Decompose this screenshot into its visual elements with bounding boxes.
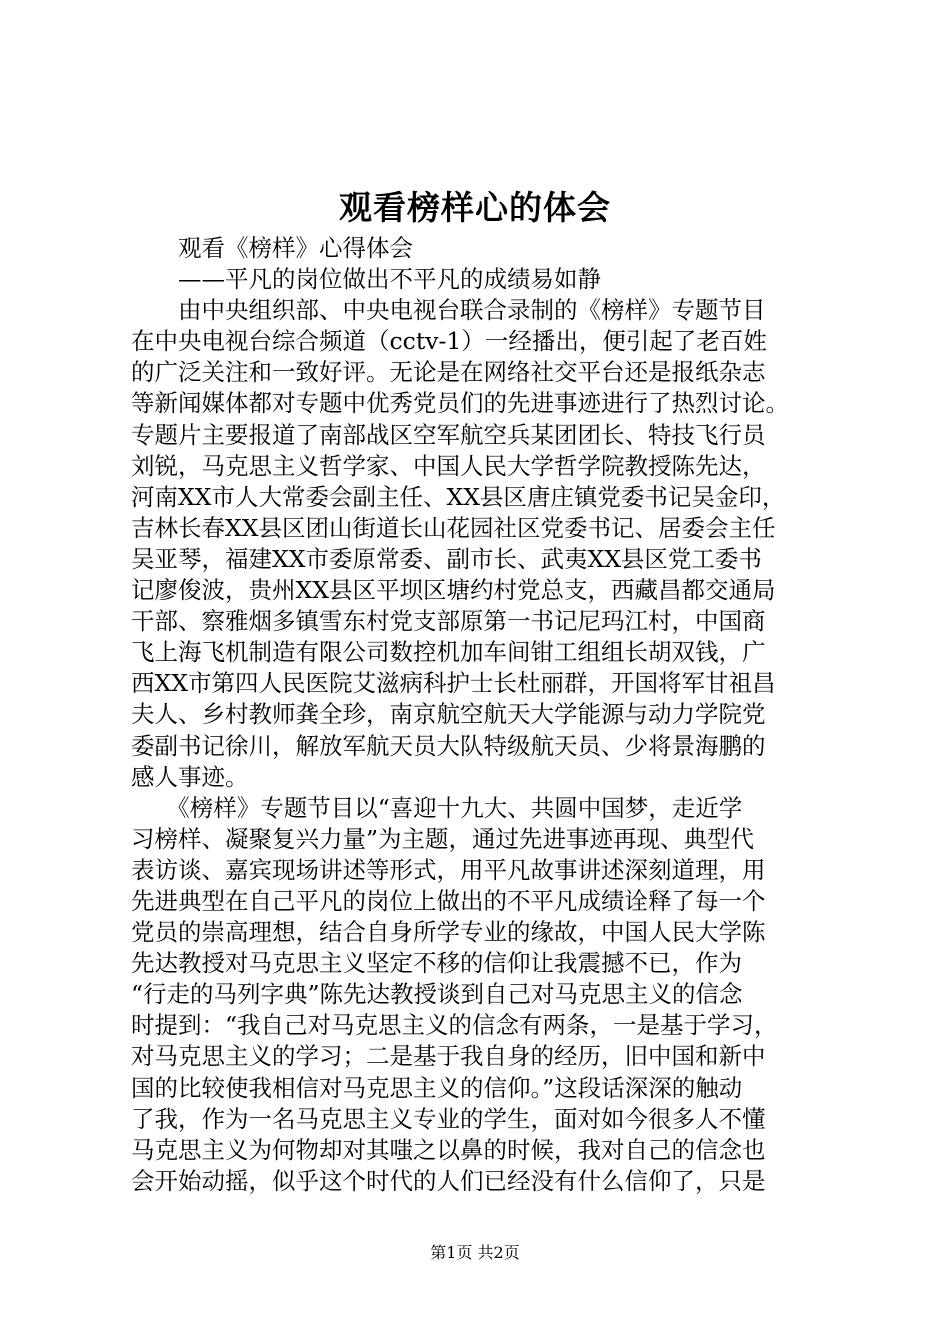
body-line: 感人事迹。 [131, 762, 249, 791]
body-line: 记廖俊波，贵州XX县区平坝区塘约村党总支，西藏昌都交通局 [131, 576, 776, 605]
body-line: 马克思主义为何物却对其嗤之以鼻的时候，我对自己的信念也 [131, 1135, 766, 1164]
body-line: “行走的马列字典”陈先达教授谈到自己对马克思主义的信念 [131, 980, 743, 1009]
body-line: 由中央组织部、中央电视台联合录制的《榜样》专题节目 [131, 296, 766, 325]
body-line: 在中央电视台综合频道（cctv-1）一经播出，便引起了老百姓 [131, 327, 767, 356]
body-line: 观看《榜样》心得体会 [131, 234, 413, 262]
body-line: 《榜样》专题节目以“喜迎十九大、共圆中国梦，走近学 [131, 793, 743, 822]
body-line: 先达教授对马克思主义坚定不移的信仰让我震撼不已，作为 [131, 949, 742, 978]
body-line: 河南XX市人大常委会副主任、XX县区唐庄镇党委书记吴金印， [131, 482, 786, 511]
page-footer: 第1页 共2页 [430, 1243, 520, 1262]
document-title: 观看榜样心的体会 [339, 188, 611, 227]
body-line: 党员的崇高理想，结合自身所学专业的缘故，中国人民大学陈 [131, 918, 766, 947]
body-line: 了我，作为一名马克思主义专业的学生，面对如今很多人不懂 [131, 1104, 766, 1133]
body-line: 的广泛关注和一致好评。无论是在网络社交平台还是报纸杂志 [131, 358, 766, 387]
body-line: 吉林长春XX县区团山街道长山花园社区党委书记、居委会主任 [131, 513, 776, 542]
body-line: 专题片主要报道了南部战区空军航空兵某团团长、特技飞行员 [131, 420, 766, 449]
body-line: 时提到：“我自己对马克思主义的信念有两条，一是基于学习， [131, 1011, 778, 1040]
document-body [131, 233, 839, 1197]
body-line: 对马克思主义的学习；二是基于我自身的经历，旧中国和新中 [131, 1042, 766, 1071]
body-line: 先进典型在自己平凡的岗位上做出的不平凡成绩诠释了每一个 [131, 886, 766, 915]
body-line: ——平凡的岗位做出不平凡的成绩易如静 [131, 265, 601, 294]
body-line: 国的比较使我相信对马克思主义的信仰。”这段话深深的触动 [131, 1073, 743, 1102]
body-line: 会开始动摇，似乎这个时代的人们已经没有什么信仰了，只是 [131, 1166, 766, 1195]
body-line: 习榜样、凝聚复兴力量”为主题，通过先进事迹再现、典型代 [131, 824, 755, 853]
body-line: 西XX市第四人民医院艾滋病科护士长杜丽群，开国将军甘祖昌 [131, 669, 776, 698]
body-line: 刘锐，马克思主义哲学家、中国人民大学哲学院教授陈先达， [131, 451, 766, 480]
body-line: 夫人、乡村教师龚全珍，南京航空航天大学能源与动力学院党 [131, 700, 766, 729]
body-line: 表访谈、嘉宾现场讲述等形式，用平凡故事讲述深刻道理，用 [131, 855, 766, 884]
body-line: 等新闻媒体都对专题中优秀党员们的先进事迹进行了热烈讨论。 [131, 389, 789, 418]
body-line: 吴亚琴，福建XX市委原常委、副市长、武夷XX县区党工委书 [131, 544, 762, 573]
body-line: 飞上海飞机制造有限公司数控机加车间钳工组组长胡双钱，广 [131, 638, 766, 667]
body-line: 干部、察雅烟多镇雪东村党支部原第一书记尼玛江村，中国商 [131, 607, 766, 636]
body-line: 委副书记徐川，解放军航天员大队特级航天员、少将景海鹏的 [131, 731, 766, 760]
